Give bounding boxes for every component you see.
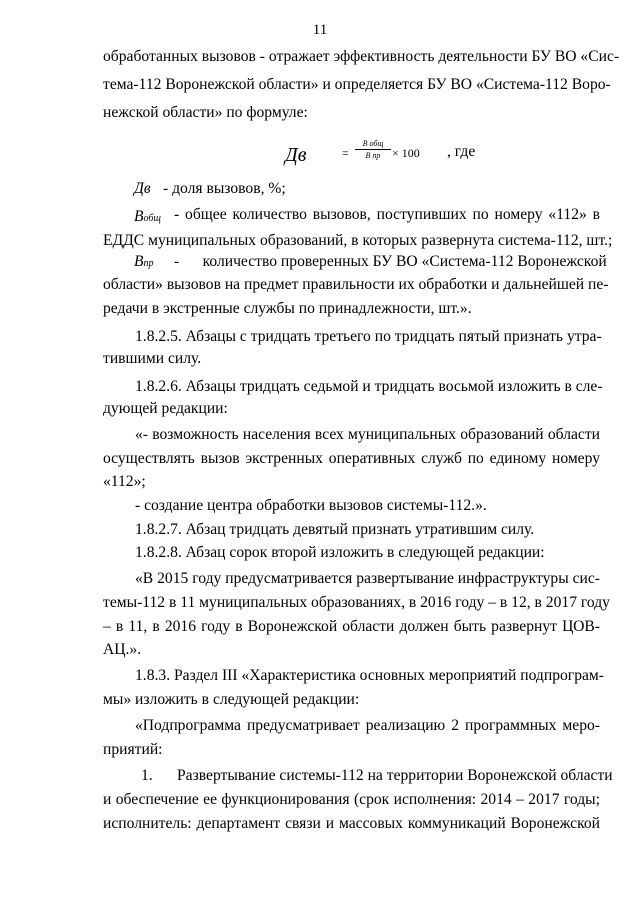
symbol-subscript: общ <box>143 213 161 224</box>
text-line: и обеспечение ее функционирования (срок исполнения: 2014 – 2017 годы; <box>103 791 600 808</box>
text-line: обработанных вызовов - отражает эффективность деятельности БУ ВО «Сис- <box>103 48 620 65</box>
text-line: области» вызовов на предмет правильности их обработки и дальнейшей пе- <box>103 276 609 293</box>
text-line: редачи в экстренные службы по принадлежности, шт.». <box>103 300 472 317</box>
symbol-letter: В <box>134 208 144 225</box>
formula <box>285 136 515 176</box>
formula-equals: = <box>342 146 349 160</box>
text-line: нежской области» по формуле: <box>103 104 308 121</box>
definition-text-dv: - доля вызовов, %; <box>163 180 286 197</box>
formula-numerator: В общ <box>355 139 391 150</box>
text-line: Развертывание системы-112 на территории Воронежской области <box>177 767 613 784</box>
list-item-number: 1. <box>141 767 153 784</box>
page-number: 11 <box>312 22 328 38</box>
formula-multiplier: × 100 <box>392 146 420 160</box>
formula-denominator: В пр <box>365 151 381 160</box>
definition-text-vpr: - количество проверенных БУ ВО «Система-112 Воронежской <box>174 253 607 270</box>
formula-fraction <box>355 139 391 160</box>
text-line: приятий: <box>103 741 163 758</box>
text-line: мы» изложить в следующей редакции: <box>103 691 360 708</box>
text-line: АЦ.». <box>103 641 142 658</box>
text-line: «- возможность населения всех муниципальных образований области <box>135 426 600 443</box>
definition-symbol-dv: Дв <box>134 180 151 197</box>
text-line: – в 11, в 2016 году в Воронежской области должен быть развернут ЦОВ- <box>103 618 600 635</box>
definition-text-vobsch: - общее количество вызовов, поступивших по номеру «112» в <box>174 206 600 223</box>
text-line: тившими силу. <box>103 350 202 367</box>
text-line: 1.8.2.6. Абзацы тридцать седьмой и тридцать восьмой изложить в сле- <box>135 378 603 395</box>
definition-symbol-vpr <box>134 252 154 274</box>
definition-symbol-vobsch <box>134 207 161 229</box>
symbol-subscript: пр <box>143 258 154 269</box>
text-line: «В 2015 году предусматривается развертывание инфраструктуры сис- <box>135 570 600 587</box>
text-line: темы-112 в 11 муниципальных образованиях, в 2016 году – в 12, в 2017 году <box>103 594 610 611</box>
text-line: осуществлять вызов экстренных оперативных служб по единому номеру <box>103 450 600 467</box>
text-line: «Подпрограмма предусматривает реализацию 2 программных меро- <box>135 717 600 734</box>
text-line: ЕДДС муниципальных образований, в которых развернута система-112, шт.; <box>103 232 613 249</box>
text-line: дующей редакции: <box>103 400 228 417</box>
text-line: тема-112 Воронежской области» и определяется БУ ВО «Система-112 Воро- <box>103 76 611 93</box>
text-line: 1.8.3. Раздел III «Характеристика основных мероприятий подпрограм- <box>135 667 604 684</box>
formula-where: , где <box>447 143 476 160</box>
text-line: «112»; <box>103 473 146 490</box>
symbol-letter: В <box>134 253 144 270</box>
text-line: исполнитель: департамент связи и массовых коммуникаций Воронежской <box>103 815 600 832</box>
text-line: 1.8.2.7. Абзац тридцать девятый признать утратившим силу. <box>135 521 535 538</box>
formula-lhs: Дв <box>285 144 307 166</box>
text-line: 1.8.2.8. Абзац сорок второй изложить в следующей редакции: <box>135 544 545 561</box>
text-line: 1.8.2.5. Абзацы с тридцать третьего по тридцать пятый признать утра- <box>135 328 602 345</box>
text-line: - создание центра обработки вызовов системы-112.». <box>135 497 487 514</box>
